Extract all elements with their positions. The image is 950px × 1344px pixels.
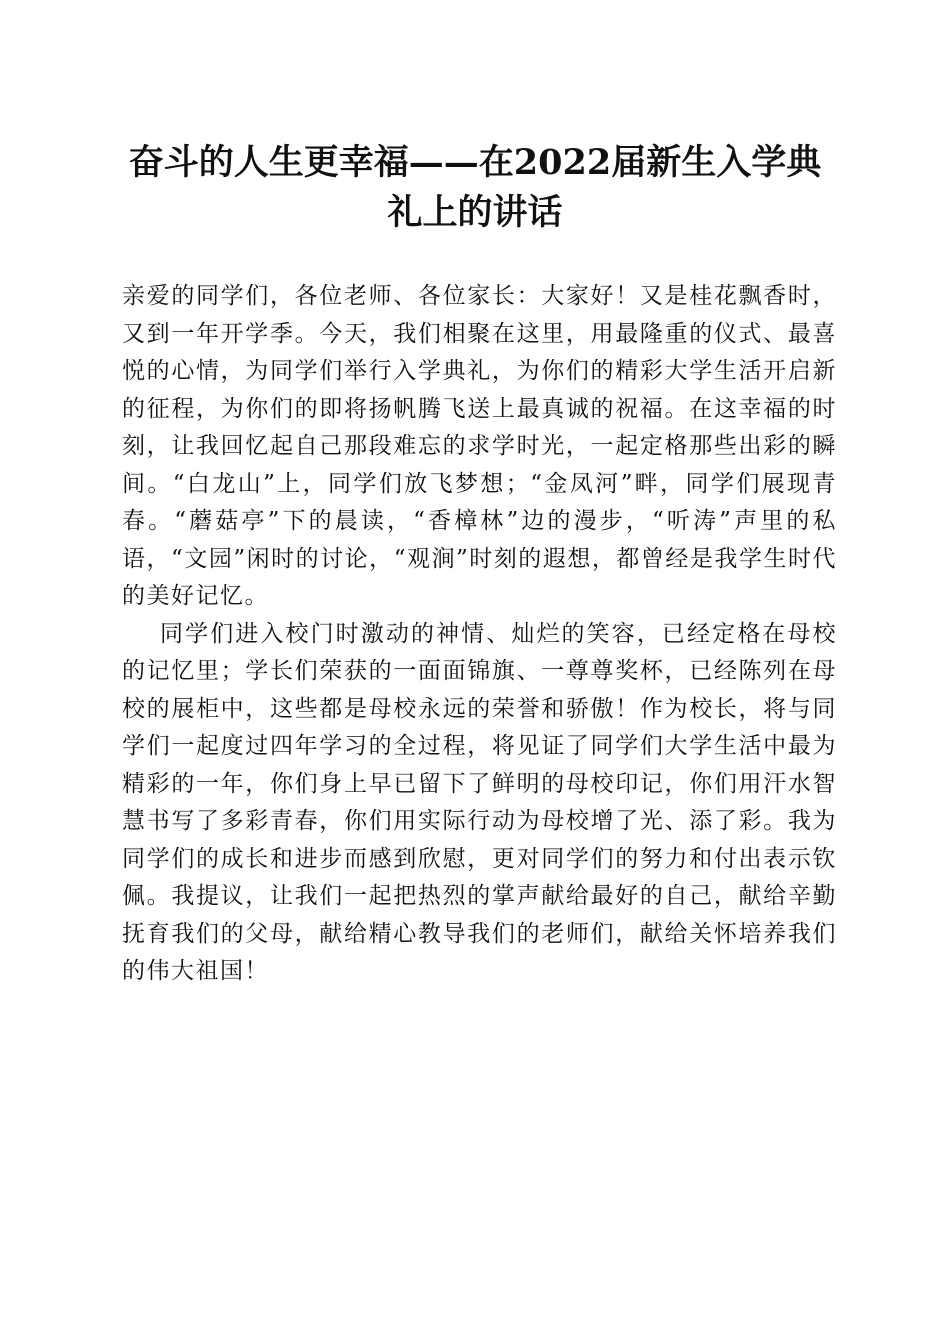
title-line-2: 礼上的讲话 xyxy=(387,192,563,233)
title-line-1: 奋斗的人生更幸福——在2022届新生入学典 xyxy=(128,142,822,183)
paragraph-2: 同学们进入校门时激动的神情、灿烂的笑容，已经定格在母校的记忆里；学长们荣获的一面面锦旗、一尊尊奖杯，已经陈列在母校的展柜中，这些都是母校永远的荣誉和骄傲！作为校长，将与同学们一起度过四年学习的全过程，将见证了同学们大学生活中最为精彩的一年，你们身上早已留下了鲜明的母校印记，你们用汗水智慧书写了多彩青春，你们用实际行动为母校增了光、添了彩。我为同学们的成长和进步而感到欣慰，更对同学们的努力和付出表示钦佩。我提议，让我们一起把热烈的掌声献给最好的自己，献给辛勤抚育我们的父母，献给精心教导我们的老师们，献给关怀培养我们的伟大祖国！ xyxy=(122,620,837,984)
document-title xyxy=(100,138,850,238)
paragraph-1: 亲爱的同学们，各位老师、各位家长：大家好！又是桂花飘香时，又到一年开学季。今天，我们相聚在这里，用最隆重的仪式、最喜悦的心情，为同学们举行入学典礼，为你们的精彩大学生活开启新的征程，为你们的即将扬帆腾飞送上最真诚的祝福。在这幸福的时刻，让我回忆起自己那段难忘的求学时光，一起定格那些出彩的瞬间。“白龙山”上，同学们放飞梦想；“金凤河”畔，同学们展现青春。“蘑菇亭”下的晨读，“香樟林”边的漫步，“听涛”声里的私语，“文园”闲时的讨论，“观涧”时刻的遐想，都曾经是我学生时代的美好记忆。 xyxy=(122,283,837,609)
document-body xyxy=(122,278,837,991)
